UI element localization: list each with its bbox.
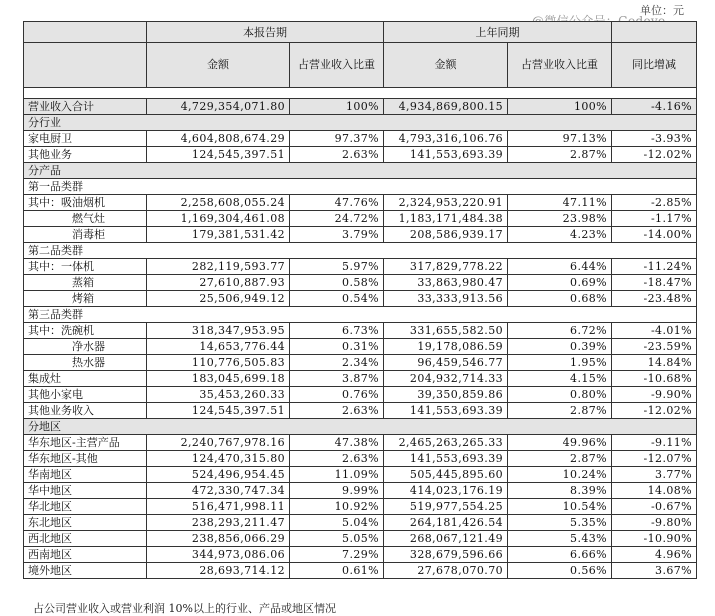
cell-ratio-prev: 0.80% [508, 387, 612, 403]
section-region [24, 419, 697, 435]
cell-yoy: -2.85% [612, 195, 697, 211]
cell-amount-prev: 331,655,582.50 [384, 323, 508, 339]
table-row [24, 403, 697, 419]
row-label: 华南地区 [24, 467, 147, 483]
cell-ratio-prev: 1.95% [508, 355, 612, 371]
cell-ratio-current: 5.04% [290, 515, 384, 531]
cell-ratio-prev: 49.96% [508, 435, 612, 451]
category-row [24, 307, 697, 323]
row-label: 其他小家电 [24, 387, 147, 403]
cell-yoy: -10.90% [612, 531, 697, 547]
cell-ratio-current: 3.79% [290, 227, 384, 243]
table-row [24, 339, 697, 355]
cell-ratio-prev: 4.23% [508, 227, 612, 243]
category-row [24, 243, 697, 259]
header-current-period: 本报告期 [147, 22, 384, 43]
row-label: 净水器 [24, 339, 147, 355]
cell-yoy: -12.02% [612, 403, 697, 419]
cell-ratio-current: 24.72% [290, 211, 384, 227]
cell-amount-current: 282,119,593.77 [147, 259, 290, 275]
table-row [24, 435, 697, 451]
header-blank-2 [612, 22, 697, 43]
cell-amount-prev: 4,934,869,800.15 [384, 99, 508, 115]
cell-amount-current: 1,169,304,461.08 [147, 211, 290, 227]
table-row [24, 227, 697, 243]
cell-yoy: -12.07% [612, 451, 697, 467]
cell-ratio-current: 7.29% [290, 547, 384, 563]
cell-ratio-prev: 23.98% [508, 211, 612, 227]
section-product [24, 163, 697, 179]
table-row [24, 147, 697, 163]
cell-ratio-current: 0.31% [290, 339, 384, 355]
header-row-periods [24, 22, 697, 43]
cell-ratio-current: 5.05% [290, 531, 384, 547]
cell-ratio-prev: 6.72% [508, 323, 612, 339]
cell-amount-prev: 1,183,171,484.38 [384, 211, 508, 227]
cell-amount-current: 110,776,505.83 [147, 355, 290, 371]
row-label: 集成灶 [24, 371, 147, 387]
cell-amount-current: 27,610,887.93 [147, 275, 290, 291]
cell-ratio-prev: 97.13% [508, 131, 612, 147]
cell-ratio-prev: 100% [508, 99, 612, 115]
header-amount-prev: 金额 [384, 43, 508, 88]
cell-yoy: 14.08% [612, 483, 697, 499]
cell-ratio-current: 0.76% [290, 387, 384, 403]
cell-ratio-current: 2.63% [290, 403, 384, 419]
cell-amount-prev: 141,553,693.39 [384, 147, 508, 163]
table-row [24, 211, 697, 227]
cell-ratio-current: 2.63% [290, 147, 384, 163]
cell-ratio-current: 47.38% [290, 435, 384, 451]
cell-ratio-current: 0.61% [290, 563, 384, 579]
cell-yoy: -3.93% [612, 131, 697, 147]
table-row [24, 195, 697, 211]
cell-yoy: -14.00% [612, 227, 697, 243]
unit-label: 单位：元 [640, 4, 684, 17]
row-label: 其中：吸油烟机 [24, 195, 147, 211]
row-label: 其中：洗碗机 [24, 323, 147, 339]
header-blank [24, 22, 147, 43]
cell-yoy: 3.77% [612, 467, 697, 483]
cell-ratio-prev: 0.39% [508, 339, 612, 355]
row-label: 烤箱 [24, 291, 147, 307]
table-row [24, 467, 697, 483]
row-label: 消毒柜 [24, 227, 147, 243]
cell-amount-current: 124,545,397.51 [147, 147, 290, 163]
cell-amount-current: 524,496,954.45 [147, 467, 290, 483]
header-ratio-prev: 占营业收入比重 [508, 43, 612, 88]
cell-amount-current: 183,045,699.18 [147, 371, 290, 387]
cell-ratio-prev: 8.39% [508, 483, 612, 499]
row-label: 东北地区 [24, 515, 147, 531]
cell-amount-current: 28,693,714.12 [147, 563, 290, 579]
cell-amount-prev: 317,829,778.22 [384, 259, 508, 275]
cell-amount-current: 4,604,808,674.29 [147, 131, 290, 147]
cell-yoy: -23.48% [612, 291, 697, 307]
row-label: 华东地区-主营产品 [24, 435, 147, 451]
category-label: 第二品类群 [24, 243, 697, 259]
cell-amount-prev: 27,678,070.70 [384, 563, 508, 579]
cell-amount-prev: 141,553,693.39 [384, 403, 508, 419]
cell-amount-current: 124,545,397.51 [147, 403, 290, 419]
cell-yoy: -23.59% [612, 339, 697, 355]
row-label: 其中：一体机 [24, 259, 147, 275]
cell-yoy: -9.11% [612, 435, 697, 451]
cell-amount-prev: 505,445,895.60 [384, 467, 508, 483]
section-label: 分地区 [24, 419, 697, 435]
cell-amount-current: 2,258,608,055.24 [147, 195, 290, 211]
cell-amount-prev: 268,067,121.49 [384, 531, 508, 547]
cell-ratio-current: 5.97% [290, 259, 384, 275]
cell-amount-prev: 264,181,426.54 [384, 515, 508, 531]
cell-ratio-current: 0.58% [290, 275, 384, 291]
row-label: 其他业务收入 [24, 403, 147, 419]
cell-amount-current: 124,470,315.80 [147, 451, 290, 467]
cell-yoy: -4.01% [612, 323, 697, 339]
cell-amount-current: 179,381,531.42 [147, 227, 290, 243]
cell-amount-current: 4,729,354,071.80 [147, 99, 290, 115]
cell-ratio-current: 2.34% [290, 355, 384, 371]
cell-yoy: -9.80% [612, 515, 697, 531]
table-row [24, 563, 697, 579]
cell-ratio-prev: 0.68% [508, 291, 612, 307]
cell-yoy: -1.17% [612, 211, 697, 227]
cell-yoy: -4.16% [612, 99, 697, 115]
cell-ratio-prev: 6.66% [508, 547, 612, 563]
cell-yoy: -12.02% [612, 147, 697, 163]
cell-yoy: -10.68% [612, 371, 697, 387]
table-row [24, 483, 697, 499]
total-row [24, 99, 697, 115]
row-label: 蒸箱 [24, 275, 147, 291]
footer-caption: 占公司营业收入或营业利润 10%以上的行业、产品或地区情况 [33, 602, 336, 615]
cell-amount-current: 2,240,767,978.16 [147, 435, 290, 451]
row-label: 西南地区 [24, 547, 147, 563]
cell-amount-current: 344,973,086.06 [147, 547, 290, 563]
cell-amount-current: 238,856,066.29 [147, 531, 290, 547]
header-ratio-current: 占营业收入比重 [290, 43, 384, 88]
cell-ratio-prev: 0.69% [508, 275, 612, 291]
cell-amount-prev: 519,977,554.25 [384, 499, 508, 515]
cell-yoy: -9.90% [612, 387, 697, 403]
cell-yoy: -18.47% [612, 275, 697, 291]
cell-amount-current: 472,330,747.34 [147, 483, 290, 499]
cell-yoy: 4.96% [612, 547, 697, 563]
cell-ratio-current: 0.54% [290, 291, 384, 307]
cell-ratio-prev: 5.43% [508, 531, 612, 547]
cell-ratio-current: 47.76% [290, 195, 384, 211]
section-label: 分产品 [24, 163, 697, 179]
table-row [24, 291, 697, 307]
spacer-row [24, 88, 697, 99]
section-industry [24, 115, 697, 131]
table-row [24, 499, 697, 515]
category-row [24, 179, 697, 195]
cell-amount-prev: 208,586,939.17 [384, 227, 508, 243]
row-label: 境外地区 [24, 563, 147, 579]
cell-amount-prev: 33,863,980.47 [384, 275, 508, 291]
section-label: 分行业 [24, 115, 697, 131]
cell-yoy: -0.67% [612, 499, 697, 515]
cell-ratio-current: 6.73% [290, 323, 384, 339]
cell-ratio-prev: 2.87% [508, 147, 612, 163]
row-label: 华中地区 [24, 483, 147, 499]
cell-amount-prev: 328,679,596.66 [384, 547, 508, 563]
revenue-table [23, 21, 697, 579]
cell-amount-prev: 141,553,693.39 [384, 451, 508, 467]
row-label: 华东地区-其他 [24, 451, 147, 467]
row-label: 热水器 [24, 355, 147, 371]
cell-ratio-current: 3.87% [290, 371, 384, 387]
row-label: 燃气灶 [24, 211, 147, 227]
cell-ratio-current: 11.09% [290, 467, 384, 483]
cell-ratio-prev: 5.35% [508, 515, 612, 531]
cell-ratio-prev: 2.87% [508, 451, 612, 467]
cell-amount-current: 318,347,953.95 [147, 323, 290, 339]
row-label: 西北地区 [24, 531, 147, 547]
cell-amount-current: 238,293,211.47 [147, 515, 290, 531]
table-row [24, 323, 697, 339]
row-label: 营业收入合计 [24, 99, 147, 115]
cell-yoy: 14.84% [612, 355, 697, 371]
cell-amount-prev: 4,793,316,106.76 [384, 131, 508, 147]
cell-amount-prev: 414,023,176.19 [384, 483, 508, 499]
cell-ratio-prev: 4.15% [508, 371, 612, 387]
cell-ratio-prev: 2.87% [508, 403, 612, 419]
header-amount-current: 金额 [147, 43, 290, 88]
cell-amount-prev: 39,350,859.86 [384, 387, 508, 403]
cell-amount-prev: 2,324,953,220.91 [384, 195, 508, 211]
category-label: 第一品类群 [24, 179, 697, 195]
cell-ratio-prev: 47.11% [508, 195, 612, 211]
cell-ratio-current: 97.37% [290, 131, 384, 147]
cell-yoy: -11.24% [612, 259, 697, 275]
cell-amount-prev: 2,465,263,265.33 [384, 435, 508, 451]
table-row [24, 275, 697, 291]
cell-amount-current: 516,471,998.11 [147, 499, 290, 515]
table-row [24, 259, 697, 275]
cell-ratio-prev: 10.24% [508, 467, 612, 483]
header-blank-3 [24, 43, 147, 88]
row-label: 其他业务 [24, 147, 147, 163]
table-row [24, 515, 697, 531]
header-row-columns [24, 43, 697, 88]
cell-ratio-current: 10.92% [290, 499, 384, 515]
cell-ratio-prev: 10.54% [508, 499, 612, 515]
cell-amount-prev: 204,932,714.33 [384, 371, 508, 387]
cell-amount-current: 35,453,260.33 [147, 387, 290, 403]
table-row [24, 451, 697, 467]
table-row [24, 531, 697, 547]
category-label: 第三品类群 [24, 307, 697, 323]
cell-ratio-current: 100% [290, 99, 384, 115]
header-yoy: 同比增减 [612, 43, 697, 88]
table-row [24, 371, 697, 387]
cell-ratio-current: 9.99% [290, 483, 384, 499]
cell-amount-prev: 96,459,546.77 [384, 355, 508, 371]
cell-yoy: 3.67% [612, 563, 697, 579]
row-label: 家电厨卫 [24, 131, 147, 147]
cell-amount-prev: 33,333,913.56 [384, 291, 508, 307]
row-label: 华北地区 [24, 499, 147, 515]
table-row [24, 131, 697, 147]
cell-amount-current: 25,506,949.12 [147, 291, 290, 307]
header-last-year-period: 上年同期 [384, 22, 612, 43]
cell-amount-current: 14,653,776.44 [147, 339, 290, 355]
cell-amount-prev: 19,178,086.59 [384, 339, 508, 355]
table-row [24, 387, 697, 403]
table-row [24, 355, 697, 371]
cell-ratio-current: 2.63% [290, 451, 384, 467]
cell-ratio-prev: 6.44% [508, 259, 612, 275]
table-row [24, 547, 697, 563]
cell-ratio-prev: 0.56% [508, 563, 612, 579]
